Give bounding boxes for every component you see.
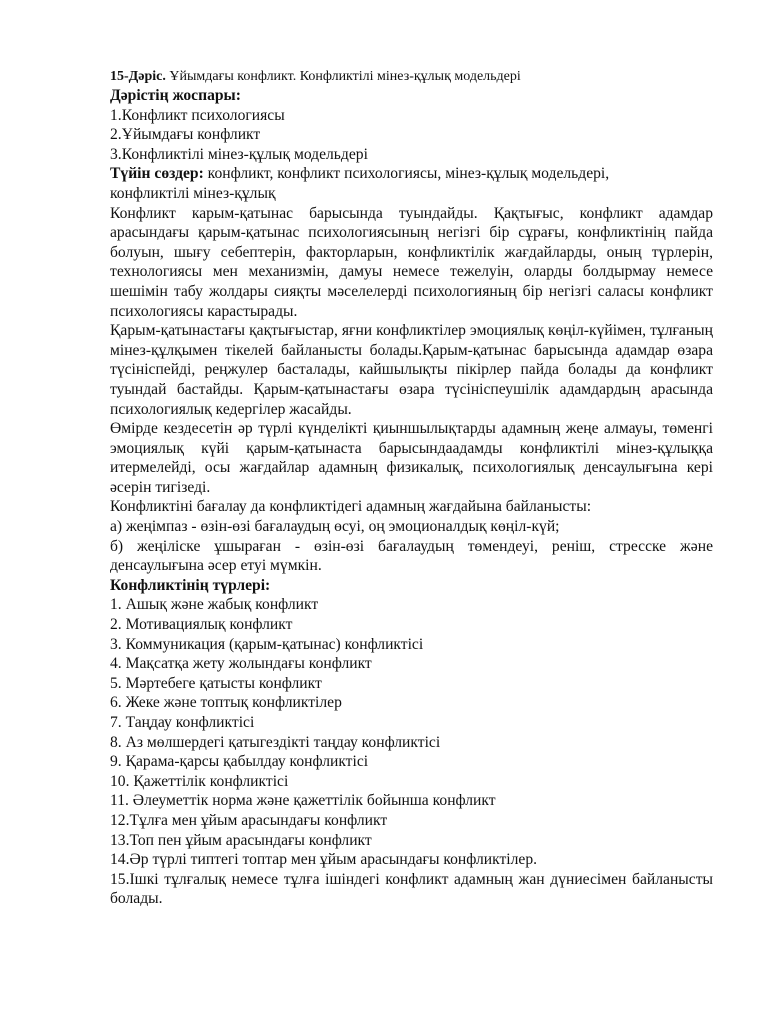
- keywords-text: конфликт, конфликт психологиясы, мінез-құлық модельдері,: [203, 165, 610, 183]
- plan-item: 3.Конфликтілі мінез-құлық модельдері: [110, 145, 368, 163]
- type-item: 2. Мотивациялық конфликт: [110, 616, 293, 634]
- lecture-topic: Ұйымдағы конфликт. Конфликтілі мінез-құлық модельдері: [165, 69, 521, 84]
- keywords-label: Түйін сөздер:: [110, 165, 204, 183]
- plan-list: [110, 106, 713, 165]
- type-item: 6. Жеке және топтық конфликтілер: [110, 694, 342, 712]
- type-item: 10. Қажеттілік конфликтісі: [110, 772, 289, 790]
- plan-item: 1.Конфликт психологиясы: [110, 106, 285, 124]
- plan-item: 2.Ұйымдағы конфликт: [110, 126, 261, 144]
- plan-heading: Дәрістің жоспары:: [110, 87, 241, 104]
- lecture-title: [110, 68, 713, 86]
- keywords-text-cont: конфликтілі мінез-құлық: [110, 184, 276, 202]
- type-item: 12.Тұлға мен ұйым арасындағы конфликт: [110, 811, 388, 829]
- evaluation-loser: б) жеңіліске ұшыраған - өзін-өзі бағалаудың төмендеуі, реніш, стресске және денсаулығына әсер етуі мүмкін.: [110, 537, 713, 575]
- type-item: 1. Ашық және жабық конфликт: [110, 596, 319, 614]
- keywords-line: [110, 164, 713, 184]
- paragraph-conflict-intro: Конфликт карым-қатынас барысында туындайды. Қақтығыс, конфликт адамдар арасындағы қарым-қатынас психологиясының негізгі бір сұрағы, конфликтінің пайда болуын, шығу себептерін, факторларын, конфликтілік жағдайларды, оның түрлерін, технологиясы мен механизмін, дамуы немесе тежелуін, оларды болдырмау немесе шешімін табу жолдары сияқты мәселелерді психологияның бір негізгі саласы конфликт психологиясы карастырады.: [110, 204, 713, 320]
- type-item: 14.Әр түрлі типтегі топтар мен ұйым арасындағы конфликтілер.: [110, 851, 538, 869]
- type-item: 9. Қарама-қарсы қабылдау конфликтісі: [110, 753, 369, 771]
- type-item: 4. Мақсатқа жету жолындағы конфликт: [110, 655, 372, 673]
- evaluation-intro: Конфликтіні бағалау да конфликтідегі адамның жағдайына байланысты:: [110, 498, 592, 516]
- type-item-last: 15.Ішкі тұлғалық немесе тұлға ішіндегі конфликт адамның жан дүниесімен байланысты болады.: [110, 870, 713, 908]
- lecture-number: 15-Дәріс.: [110, 69, 166, 84]
- document-page: [110, 68, 713, 909]
- types-heading: Конфликтінің түрлері:: [110, 576, 271, 594]
- type-item: 3. Коммуникация (қарым-қатынас) конфликтісі: [110, 635, 424, 653]
- type-item: 5. Мәртебеге қатысты конфликт: [110, 674, 322, 692]
- types-list: [110, 595, 713, 869]
- type-item: 7. Таңдау конфликтісі: [110, 714, 255, 731]
- type-item: 13.Топ пен ұйым арасындағы конфликт: [110, 831, 372, 849]
- type-item: 8. Аз мөлшердегі қатыгездікті таңдау конфликтісі: [110, 733, 441, 751]
- paragraph-life-difficulties: Өмірде кездесетін әр түрлі күнделікті қиыншылықтарды адамның жеңе алмауы, төменгі эмоциялық күйі қарым-қатынаста барысындаадамды конфликтілі мінез-құлыққа итермелейді, осы жағдайлар адамның физикалық, психологиялық денсаулығына кері әсерін тигізеді.: [110, 420, 713, 496]
- evaluation-winner: а) жеңімпаз - өзін-өзі бағалаудың өсуі, оң эмоционалдық көңіл-күй;: [110, 518, 560, 536]
- paragraph-communication-conflicts: Қарым-қатынастағы қақтығыстар, яғни конфликтілер эмоциялық көңіл-күйімен, тұлғаның мінез-құлқымен тікелей байланысты болады.Қарым-қатынас барысында адамдар өзара түсініспейді, реңжулер басталады, кайшылықты пікірлер пайда болады да конфликт туындай бастайды. Қарым-қатынастағы өзара түсініспеушілік адамдардың арасында психологиялық кедергілер жасайды.: [110, 322, 713, 418]
- type-item: 11. Әлеуметтік норма және қажеттілік бойынша конфликт: [110, 792, 496, 810]
